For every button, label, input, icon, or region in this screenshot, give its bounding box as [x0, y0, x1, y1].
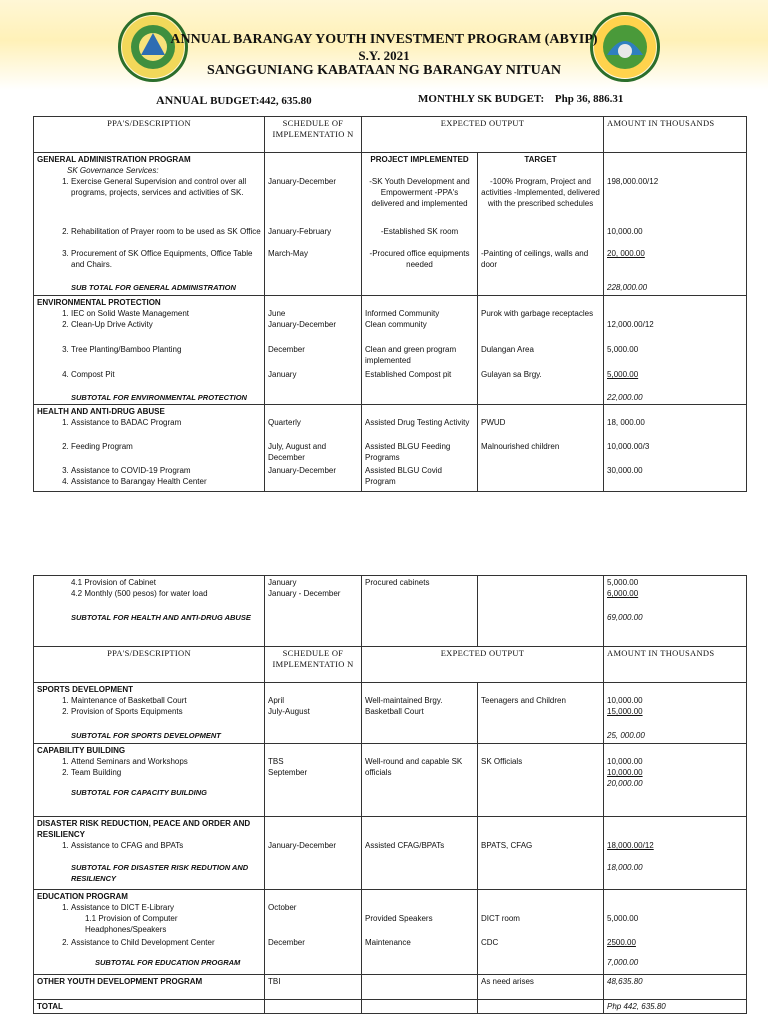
env-sched-2: January-December [268, 320, 337, 329]
env-section [34, 296, 747, 405]
env-item-4: 4. Compost Pit [71, 369, 261, 392]
sports-subtotal-label: SUBTOTAL FOR SPORTS DEVELOPMENT [71, 731, 221, 740]
other-sched: TBI [265, 975, 362, 1000]
drr-output-1: Assisted CFAG/BPATs [365, 841, 445, 850]
annual-budget [156, 93, 312, 108]
capability-section [34, 744, 747, 817]
col-amount-2: AMOUNT IN THOUSANDS [604, 647, 747, 683]
env-sched-3: December [268, 345, 305, 354]
env-output-3: Clean and green program implemented [365, 345, 457, 365]
drr-target-1: BPATS, CFAG [481, 841, 533, 850]
env-output-2: Clean community [365, 320, 427, 329]
admin-sched-3: March-May [268, 249, 309, 258]
admin-output-3: -Procured office equipments needed [369, 249, 470, 269]
env-amount [604, 296, 747, 405]
health-sched-4-2: January - December [268, 589, 341, 598]
env-output-1: Informed Community [365, 309, 440, 318]
sports-item-2: 2. Provision of Sports Equipments [71, 706, 261, 730]
sports-title: SPORTS DEVELOPMENT [37, 685, 134, 694]
health-amount-3: 30,000.00 [607, 466, 643, 475]
admin-subtotal-label: SUB TOTAL FOR GENERAL ADMINISTRATION [71, 283, 236, 292]
env-amount-3: 5,000.00 [607, 345, 639, 354]
drr-ppa [34, 817, 265, 890]
health-cont-target [478, 576, 604, 647]
sports-target [478, 683, 604, 744]
education-item-1: 1. Assistance to DICT E-Library [71, 902, 261, 913]
env-item-2: 2. Clean-Up Drive Activity [71, 319, 261, 344]
health-output-3: Assisted BLGU Covid Program [365, 466, 442, 486]
other-output [362, 975, 478, 1000]
education-item-2: 2. Assistance to Child Development Center [71, 937, 261, 957]
capability-sched-2: September [268, 768, 308, 777]
document-title: ANNUAL BARANGAY YOUTH INVESTMENT PROGRAM (ABYIP) [170, 32, 598, 47]
table2-header-row [34, 647, 747, 683]
sports-amount-1: 10,000.00 [607, 696, 643, 705]
col-expected-output: EXPECTED OUTPUT [362, 117, 604, 153]
env-sched-4: January [268, 370, 297, 379]
sports-sched-2: July-August [268, 707, 310, 716]
admin-output-1: -SK Youth Development and Empowerment -PPA's delivered and implemented [369, 177, 470, 208]
admin-subtotal-amount: 228,000.00 [607, 283, 648, 292]
col-schedule: SCHEDULE OF IMPLEMENTATIO N [265, 117, 362, 153]
health-continued [34, 576, 747, 647]
health-ppa [34, 405, 265, 492]
sports-output-1: Well-maintained Brgy. Basketball Court [365, 696, 443, 716]
health-item-4-2: 4.2 Monthly (500 pesos) for water load [71, 589, 208, 598]
education-output-1-1: Provided Speakers [365, 914, 433, 923]
annual-label: ANNUAL [156, 93, 208, 107]
education-output-2: Maintenance [365, 938, 411, 947]
health-item-2: 2. Feeding Program [71, 441, 261, 465]
sports-output [362, 683, 478, 744]
sports-section [34, 683, 747, 744]
drr-subtotal-label: SUBTOTAL FOR DISASTER RISK REDUTION AND RESILIENCY [71, 863, 249, 883]
education-section [34, 890, 747, 975]
admin-ppa [34, 153, 265, 296]
education-title: EDUCATION PROGRAM [37, 892, 128, 901]
env-subtotal-label: SUBTOTAL FOR ENVIRONMENTAL PROTECTION [71, 393, 247, 402]
drr-subtotal-amount: 18,000.00 [607, 863, 643, 872]
drr-section [34, 817, 747, 890]
admin-subtitle: SK Governance Services: [67, 166, 159, 175]
capability-amount-2: 10,000.00 [607, 768, 643, 777]
capability-ppa [34, 744, 265, 817]
abyip-table-page2 [33, 575, 747, 1014]
capability-target-1: SK Officials [481, 757, 523, 766]
admin-sched-1: January-December [268, 177, 337, 186]
admin-amount-2: 10,000.00 [607, 227, 643, 236]
total-output [362, 1000, 478, 1014]
capability-amount [604, 744, 747, 817]
health-amount-4-1: 5,000.00 [607, 578, 639, 587]
col-ppa: PPA'S/DESCRIPTION [34, 117, 265, 153]
other-amount: 48,635.80 [604, 975, 747, 1000]
admin-amount-3: 20, 000.00 [607, 249, 645, 258]
health-sched-4-1: January [268, 578, 297, 587]
admin-sched-2: January-February [268, 227, 332, 236]
health-item-3: 3. Assistance to COVID-19 Program [71, 465, 261, 476]
col-ppa-2: PPA'S/DESCRIPTION [34, 647, 265, 683]
health-target [478, 405, 604, 492]
annual-budget-value: BUDGET:442, 635.80 [210, 95, 312, 107]
education-amount-2: 2500.00 [607, 938, 636, 947]
health-amount [604, 405, 747, 492]
env-target-4: Gulayan sa Brgy. [481, 370, 542, 379]
health-output-2: Assisted BLGU Feeding Programs [365, 442, 451, 462]
admin-item-2: 2. Rehabilitation of Prayer room to be used as SK Office [71, 226, 261, 248]
education-subtotal-amount: 7,000.00 [607, 958, 639, 967]
education-item-1-1: 1.1 Provision of Computer Headphones/Speakers [85, 914, 178, 934]
admin-amount-1: 198,000.00/12 [607, 177, 659, 186]
health-output-1: Assisted Drug Testing Activity [365, 418, 470, 427]
education-amount-1-1: 5,000.00 [607, 914, 639, 923]
total-row [34, 1000, 747, 1014]
drr-target [478, 817, 604, 890]
env-amount-2: 12,000.00/12 [607, 320, 654, 329]
admin-target [478, 153, 604, 296]
capability-subtotal-amount: 20,000.00 [607, 779, 643, 788]
drr-item-1: 1. Assistance to CFAG and BPATs [71, 840, 261, 862]
other-target: As need arises [478, 975, 604, 1000]
health-amount-1: 18, 000.00 [607, 418, 645, 427]
env-schedule [265, 296, 362, 405]
other-title: OTHER YOUTH DEVELOPMENT PROGRAM [34, 975, 265, 1000]
health-sched-2: July, August and December [268, 442, 327, 462]
capability-target [478, 744, 604, 817]
education-schedule [265, 890, 362, 975]
education-target [478, 890, 604, 975]
env-item-3: 3. Tree Planting/Bamboo Planting [71, 344, 261, 369]
health-schedule [265, 405, 362, 492]
total-sched [265, 1000, 362, 1014]
health-item-4: 4. Assistance to Barangay Health Center [71, 476, 261, 487]
health-cont-amount [604, 576, 747, 647]
drr-title: DISASTER RISK REDUCTION, PEACE AND ORDER AND RESILIENCY [37, 819, 251, 839]
admin-item-3: 3. Procurement of SK Office Equipments, Office Table and Chairs. [71, 248, 261, 282]
admin-output-2: -Established SK room [380, 227, 459, 236]
health-cont-ppa [34, 576, 265, 647]
admin-output [362, 153, 478, 296]
drr-sched-1: January-December [268, 841, 337, 850]
sports-ppa [34, 683, 265, 744]
drr-amount [604, 817, 747, 890]
total-target [478, 1000, 604, 1014]
education-sched-1: October [268, 903, 297, 912]
capability-item-2: 2. Team Building [71, 767, 261, 787]
admin-section [34, 153, 747, 296]
health-item-4-1: 4.1 Provision of Cabinet [71, 578, 156, 587]
education-sched-2: December [268, 938, 305, 947]
capability-sched-1: TBS [268, 757, 284, 766]
monthly-budget-value: Php 36, 886.31 [554, 93, 624, 105]
admin-item-1: 1. Exercise General Supervision and control over all programs, projects, services and activities of SK. [71, 176, 261, 226]
env-item-1: 1. IEC on Solid Waste Management [71, 308, 261, 319]
health-cont-schedule [265, 576, 362, 647]
col-schedule-2: SCHEDULE OF IMPLEMENTATIO N [265, 647, 362, 683]
env-target [478, 296, 604, 405]
education-ppa [34, 890, 265, 975]
sports-schedule [265, 683, 362, 744]
env-target-1: Purok with garbage receptacles [481, 309, 594, 318]
capability-item-1: 1. Attend Seminars and Workshops [71, 756, 261, 767]
monthly-label: MONTHLY SK BUDGET: [418, 93, 545, 105]
capability-subtotal-label: SUBTOTAL FOR CAPACITY BUILDING [71, 788, 207, 797]
education-target-2: CDC [481, 938, 499, 947]
admin-amount [604, 153, 747, 296]
target-header: TARGET [524, 155, 557, 164]
health-sched-3: January-December [268, 466, 337, 475]
col-amount: AMOUNT IN THOUSANDS [604, 117, 747, 153]
sports-target-1: Teenagers and Children [481, 696, 566, 705]
health-sched-1: Quarterly [268, 418, 301, 427]
health-title: HEALTH AND ANTI-DRUG ABUSE [37, 407, 165, 416]
drr-amount-1: 18,000.00/12 [607, 841, 654, 850]
health-item-1: 1. Assistance to BADAC Program [71, 417, 261, 441]
sports-amount [604, 683, 747, 744]
capability-output-1: Well-round and capable SK officials [365, 757, 463, 777]
env-title: ENVIRONMENTAL PROTECTION [37, 298, 161, 307]
total-label: TOTAL [34, 1000, 265, 1014]
health-amount-4-2: 6,000.00 [607, 589, 639, 598]
education-subtotal-label: SUBTOTAL FOR EDUCATION PROGRAM [95, 958, 241, 967]
education-output [362, 890, 478, 975]
env-subtotal-amount: 22,000.00 [607, 393, 643, 402]
health-target-2: Malnourished children [481, 442, 560, 451]
capability-title: CAPABILITY BUILDING [37, 746, 126, 755]
env-amount-4: 5,000.00 [607, 370, 639, 379]
table-header-row [34, 117, 747, 153]
sports-subtotal-amount: 25, 000.00 [607, 731, 645, 740]
total-amount: Php 442, 635.80 [604, 1000, 747, 1014]
health-target-1: PWUD [481, 418, 506, 427]
admin-target-3: -Painting of ceilings, walls and door [481, 249, 589, 269]
health-subtotal-label: SUBTOTAL FOR HEALTH AND ANTI-DRUG ABUSE [71, 613, 251, 622]
env-output-4: Established Compost pit [365, 370, 452, 379]
abyip-table-page1 [33, 116, 747, 492]
drr-schedule [265, 817, 362, 890]
education-amount [604, 890, 747, 975]
admin-title: GENERAL ADMINISTRATION PROGRAM [37, 155, 191, 164]
env-sched-1: June [268, 309, 286, 318]
monthly-budget [418, 93, 623, 105]
drr-output [362, 817, 478, 890]
health-subtotal-amount: 69,000.00 [607, 613, 643, 622]
env-ppa [34, 296, 265, 405]
sports-sched-1: April [268, 696, 285, 705]
health-output-4-1: Procured cabinets [365, 578, 430, 587]
health-output [362, 405, 478, 492]
admin-schedule [265, 153, 362, 296]
capability-schedule [265, 744, 362, 817]
sports-amount-2: 15,000.00 [607, 707, 643, 716]
health-amount-2: 10,000.00/3 [607, 442, 650, 451]
env-target-3: Dulangan Area [481, 345, 534, 354]
capability-output [362, 744, 478, 817]
health-section [34, 405, 747, 492]
sports-item-1: 1. Maintenance of Basketball Court [71, 695, 261, 706]
school-year: S.Y. 2021 [358, 48, 410, 63]
education-target-1-1: DICT room [481, 914, 520, 923]
admin-target-1: -100% Program, Project and activities -Implemented, delivered with the prescribed schedules [481, 177, 600, 208]
other-section [34, 975, 747, 1000]
health-cont-output [362, 576, 478, 647]
env-output [362, 296, 478, 405]
col-expected-output-2: EXPECTED OUTPUT [362, 647, 604, 683]
project-implemented-header: PROJECT IMPLEMENTED [370, 155, 469, 164]
council-name: SANGGUNIANG KABATAAN NG BARANGAY NITUAN [207, 63, 561, 78]
capability-amount-1: 10,000.00 [607, 757, 643, 766]
